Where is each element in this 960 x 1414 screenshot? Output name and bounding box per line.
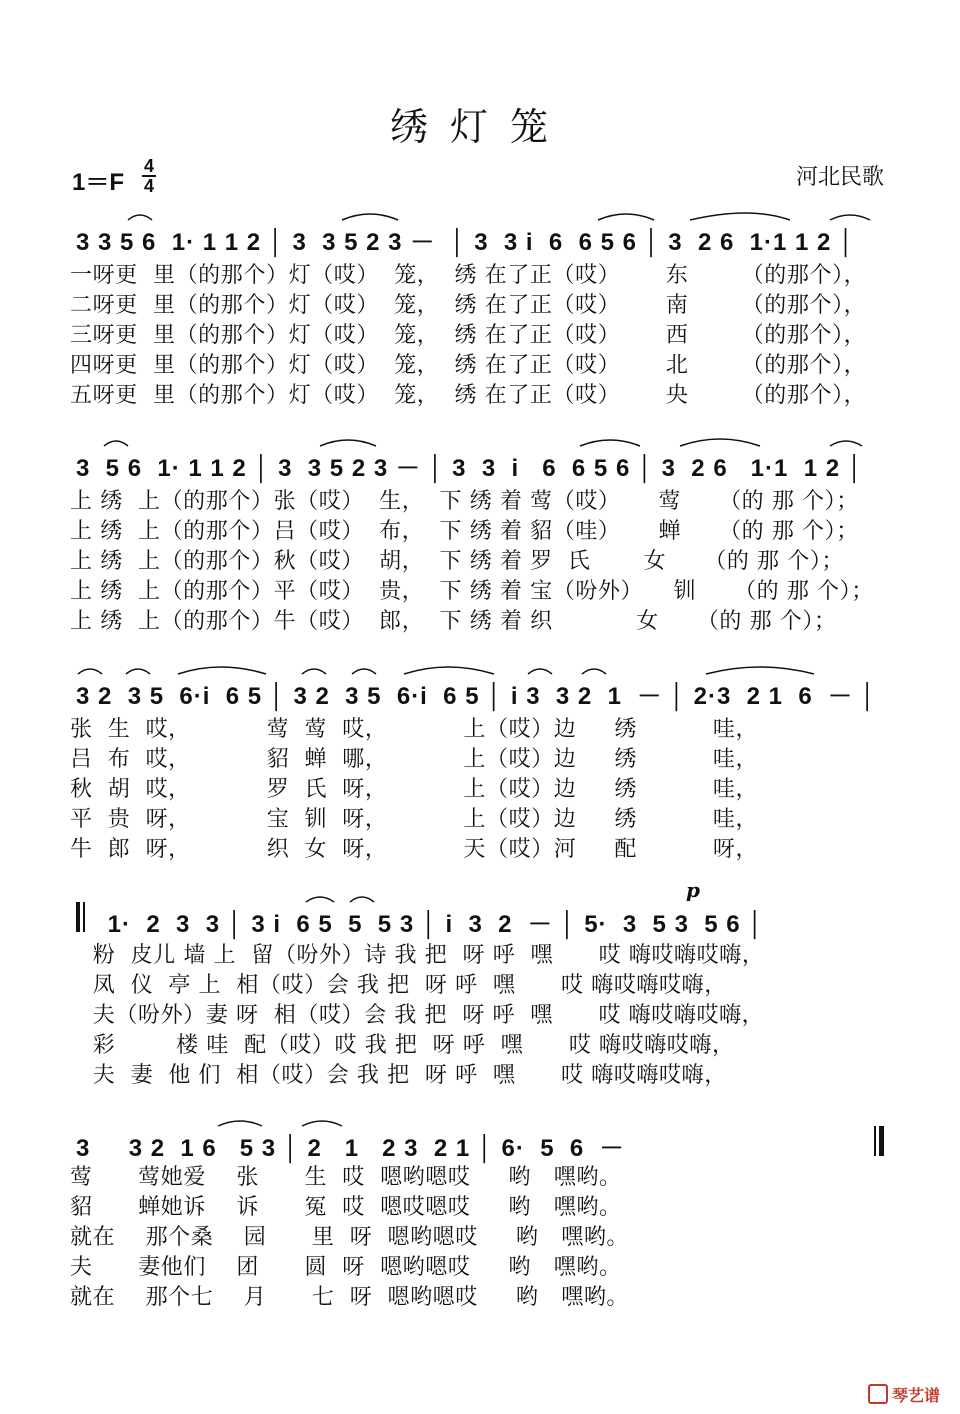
slur-marks [94, 894, 916, 934]
lyric-verse-1: 张 生 哎， 莺 莺 哎， 上（哎）边 绣 哇， [70, 717, 759, 742]
lyric-verse-1: 粉 皮儿 墙 上 留（吩外）诗 我 把 呀 呼 嘿 哎 嗨哎嗨哎嗨， [70, 943, 765, 968]
lyric-verse-2: 吕 布 哎， 貂 蝉 哪， 上（哎）边 绣 哇， [70, 747, 759, 772]
lyric-verse-5: 夫 妻 他 们 相（哎）会 我 把 呀 呼 嘿 哎 嗨哎嗨哎嗨， [70, 1063, 727, 1088]
time-signature-top: 4 [143, 156, 154, 176]
lyric-verse-3: 三呀更 里（的那个）灯（哎） 笼， 绣 在了正（哎） 西 （的那个）， [70, 323, 867, 348]
watermark-logo [868, 1383, 940, 1406]
notes: 3 5 6 1· 1 1 2 │ 3 3 5 2 3 － │ 3 3 i 6 6 5 6 │ 3 2 6 1·1 1 2 │ [76, 455, 864, 482]
lyric-verse-4: 平 贵 呀， 宝 钏 呀， 上（哎）边 绣 哇， [70, 807, 759, 832]
lyric-verse-3: 秋 胡 哎， 罗 氏 呀， 上（哎）边 绣 哇， [70, 777, 759, 802]
lyric-verse-5: 上 绣 上（的那个）牛（哎） 郎， 下 绣 着 织 女 （的 那 个）； [70, 609, 837, 634]
lyric-verse-1: 一呀更 里（的那个）灯（哎） 笼， 绣 在了正（哎） 东 （的那个）， [70, 263, 867, 288]
slur-marks [70, 666, 892, 706]
lyric-verse-2: 上 绣 上（的那个）吕（哎） 布， 下 绣 着 貂（哇） 蝉 （的 那 个）； [70, 519, 859, 544]
song-origin: 河北民歌 [795, 165, 884, 190]
lyric-verse-3: 就在 那个桑 园 里 呀 嗯哟嗯哎 哟 嘿哟。 [70, 1225, 630, 1250]
lyric-verse-2: 貂 蝉她诉 诉 冤 哎 嗯哎嗯哎 哟 嘿哟。 [70, 1195, 622, 1220]
lyric-verse-3: 夫（吩外）妻 呀 相（哎）会 我 把 呀 呼 嘿 哎 嗨哎嗨哎嗨， [70, 1003, 765, 1028]
notes: 3 3 2 1 6 5 3 │ 2 1 2 3 2 1 │ 6· 5 6 － [76, 1135, 625, 1162]
lyric-verse-4: 夫 妻他们 团 圆 呀 嗯哟嗯哎 哟 嘿哟。 [70, 1255, 622, 1280]
notation-row [70, 212, 892, 256]
notation-row [70, 666, 892, 710]
final-barline [874, 1126, 886, 1156]
lyric-verse-4: 彩 楼 哇 配（哎）哎 我 把 呀 呼 嘿 哎 嗨哎嗨哎嗨， [70, 1033, 735, 1058]
lyric-verse-5: 五呀更 里（的那个）灯（哎） 笼， 绣 在了正（哎） 央 （的那个）， [70, 383, 867, 408]
lyric-verse-5: 就在 那个七 月 七 呀 嗯哟嗯哎 哟 嘿哟。 [70, 1285, 630, 1310]
notes: 3 3 5 6 1· 1 1 2 │ 3 3 5 2 3 － │ 3 3 i 6 6 5 6 │ 3 2 6 1·1 1 2 │ [76, 229, 856, 256]
key-signature: 1＝F [72, 169, 125, 196]
slur-marks [70, 1118, 892, 1158]
lyric-verse-4: 四呀更 里（的那个）灯（哎） 笼， 绣 在了正（哎） 北 （的那个）， [70, 353, 867, 378]
lyric-verse-3: 上 绣 上（的那个）秋（哎） 胡， 下 绣 着 罗 氏 女 （的 那 个）； [70, 549, 845, 574]
lyric-verse-2: 二呀更 里（的那个）灯（哎） 笼， 绣 在了正（哎） 南 （的那个）， [70, 293, 867, 318]
lyric-verse-1: 莺 莺她爱 张 生 哎 嗯哟嗯哎 哟 嘿哟。 [70, 1165, 622, 1190]
logo-icon [868, 1384, 888, 1404]
notes: 3 2 3 5 6·i 6 5 │ 3 2 3 5 6·i 6 5 │ i 3 3 2 1 － │ 2·3 2 1 6 － │ [76, 683, 877, 710]
watermark-text: 琴艺谱 [891, 1386, 940, 1405]
notation-row [70, 438, 892, 482]
lyric-verse-2: 凤 仪 亭 上 相（哎）会 我 把 呀 呼 嘿 哎 嗨哎嗨哎嗨， [70, 973, 727, 998]
slur-marks [70, 212, 892, 252]
slur-marks [70, 438, 892, 478]
notation-row [70, 1118, 892, 1162]
notes: 1· 2 3 3 │ 3 i 6 5 5 5 3 │ i 3 2 － │ 5· 3 5 3 5 6 │ [100, 911, 765, 938]
notation-row [94, 894, 916, 938]
dynamic-marking: p [686, 878, 700, 902]
lyric-verse-4: 上 绣 上（的那个）平（哎） 贵， 下 绣 着 宝（吩外） 钏 （的 那 个）； [70, 579, 874, 604]
time-signature [142, 158, 156, 194]
song-title: 绣灯笼 [389, 105, 570, 149]
lyric-verse-5: 牛 郎 呀， 织 女 呀， 天（哎）河 配 呀， [70, 837, 759, 862]
lyric-verse-1: 上 绣 上（的那个）张（哎） 生， 下 绣 着 莺（哎） 莺 （的 那 个）； [70, 489, 859, 514]
time-signature-bottom: 4 [143, 176, 154, 196]
repeat-start-barline [76, 902, 88, 932]
